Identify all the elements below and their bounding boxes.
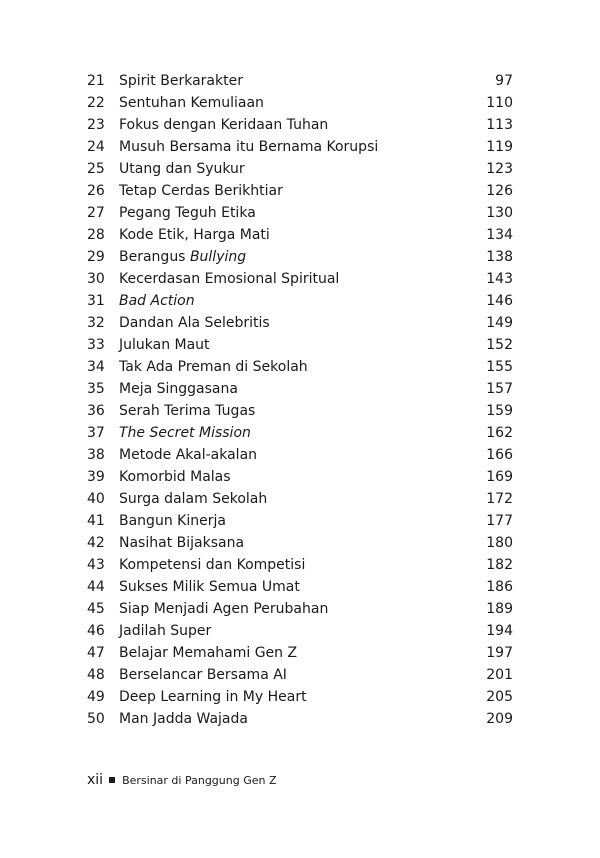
toc-entry[interactable] xyxy=(87,334,513,356)
toc-entry-page: 186 xyxy=(486,579,513,595)
toc-entry-title xyxy=(119,686,473,708)
toc-entry-number: 35 xyxy=(87,381,105,397)
toc-entry-title-text: Man Jadda Wajada xyxy=(119,711,248,727)
toc-entry-page: 169 xyxy=(486,469,513,485)
toc-entry-title xyxy=(119,136,473,158)
toc-entry-number: 41 xyxy=(87,513,105,529)
toc-entry-number: 37 xyxy=(87,425,105,441)
toc-entry[interactable] xyxy=(87,356,513,378)
toc-entry[interactable] xyxy=(87,510,513,532)
toc-entry-title xyxy=(119,378,473,400)
toc-entry[interactable] xyxy=(87,642,513,664)
toc-entry-title-text: Berselancar Bersama AI xyxy=(119,667,287,683)
toc-entry-page: 159 xyxy=(486,403,513,419)
toc-entry-title-text: Kode Etik, Harga Mati xyxy=(119,227,270,243)
toc-entry-title xyxy=(119,576,473,598)
toc-entry-number: 50 xyxy=(87,711,105,727)
toc-entry-title-text: Tetap Cerdas Berikhtiar xyxy=(119,183,283,199)
toc-entry-page: 201 xyxy=(486,667,513,683)
toc-entry-title xyxy=(119,70,473,92)
footer-square-bullet-icon xyxy=(109,777,115,783)
toc-entry-number: 26 xyxy=(87,183,105,199)
toc-entry-number: 34 xyxy=(87,359,105,375)
toc-entry-page: 205 xyxy=(486,689,513,705)
toc-entry[interactable] xyxy=(87,180,513,202)
toc-entry-page: 166 xyxy=(486,447,513,463)
toc-entry-page: 157 xyxy=(486,381,513,397)
toc-entry-page: 146 xyxy=(486,293,513,309)
toc-entry[interactable] xyxy=(87,224,513,246)
toc-entry[interactable] xyxy=(87,598,513,620)
toc-entry[interactable] xyxy=(87,620,513,642)
toc-entry[interactable] xyxy=(87,268,513,290)
toc-entry-page: 134 xyxy=(486,227,513,243)
footer-book-title: Bersinar di Panggung Gen Z xyxy=(122,773,277,787)
table-of-contents xyxy=(87,70,513,730)
toc-entry-title xyxy=(119,444,473,466)
toc-entry-title-text: Spirit Berkarakter xyxy=(119,73,243,89)
toc-entry-number: 49 xyxy=(87,689,105,705)
toc-entry-page: 97 xyxy=(495,73,513,89)
toc-entry-title xyxy=(119,92,473,114)
toc-entry-title xyxy=(119,180,473,202)
toc-entry[interactable] xyxy=(87,664,513,686)
toc-entry-number: 46 xyxy=(87,623,105,639)
toc-entry-title xyxy=(119,510,473,532)
toc-entry-title-text: Deep Learning in My Heart xyxy=(119,689,307,705)
toc-entry-title xyxy=(119,554,473,576)
toc-entry[interactable] xyxy=(87,158,513,180)
toc-entry-title xyxy=(119,466,473,488)
toc-entry-page: 155 xyxy=(486,359,513,375)
page-footer xyxy=(87,772,277,788)
toc-entry-title xyxy=(119,290,473,312)
toc-entry-title-italic: Bad Action xyxy=(119,293,195,309)
toc-entry-title-text: Metode Akal-akalan xyxy=(119,447,258,463)
toc-entry-number: 29 xyxy=(87,249,105,265)
toc-entry-number: 43 xyxy=(87,557,105,573)
toc-entry-title-text: Utang dan Syukur xyxy=(119,161,245,177)
toc-entry-number: 31 xyxy=(87,293,105,309)
toc-entry[interactable] xyxy=(87,576,513,598)
toc-entry-page: 113 xyxy=(486,117,513,133)
toc-entry[interactable] xyxy=(87,708,513,730)
toc-entry-number: 32 xyxy=(87,315,105,331)
toc-entry-page: 152 xyxy=(486,337,513,353)
toc-entry-number: 22 xyxy=(87,95,105,111)
toc-entry-title-text: Pegang Teguh Etika xyxy=(119,205,256,221)
toc-entry-page: 182 xyxy=(486,557,513,573)
toc-entry[interactable] xyxy=(87,312,513,334)
toc-entry-title-text: Sukses Milik Semua Umat xyxy=(119,579,300,595)
toc-entry-title-text: Kecerdasan Emosional Spiritual xyxy=(119,271,340,287)
toc-entry-number: 45 xyxy=(87,601,105,617)
toc-entry-page: 138 xyxy=(486,249,513,265)
toc-entry-title-italic: The Secret Mission xyxy=(119,425,251,441)
toc-entry-title-text: Kompetensi dan Kompetisi xyxy=(119,557,306,573)
toc-entry-page: 123 xyxy=(486,161,513,177)
toc-entry[interactable] xyxy=(87,466,513,488)
toc-entry-number: 39 xyxy=(87,469,105,485)
toc-entry-number: 25 xyxy=(87,161,105,177)
toc-entry[interactable] xyxy=(87,422,513,444)
toc-entry[interactable] xyxy=(87,290,513,312)
toc-entry-title xyxy=(119,422,473,444)
toc-entry-title-text: Julukan Maut xyxy=(119,337,210,353)
toc-entry-number: 21 xyxy=(87,73,105,89)
toc-entry-title xyxy=(119,664,473,686)
toc-entry[interactable] xyxy=(87,686,513,708)
toc-entry-page: 110 xyxy=(486,95,513,111)
toc-entry-title xyxy=(119,268,473,290)
toc-entry-title-text: Bangun Kinerja xyxy=(119,513,226,529)
toc-entry-title-text: Nasihat Bijaksana xyxy=(119,535,245,551)
toc-entry-title xyxy=(119,598,473,620)
toc-entry-number: 40 xyxy=(87,491,105,507)
toc-entry-number: 30 xyxy=(87,271,105,287)
toc-entry-title xyxy=(119,488,473,510)
toc-entry-title-text: Jadilah Super xyxy=(119,623,212,639)
toc-entry-title xyxy=(119,642,473,664)
toc-entry-title-text: Surga dalam Sekolah xyxy=(119,491,268,507)
toc-entry-number: 36 xyxy=(87,403,105,419)
toc-entry-title-text: Berangus xyxy=(119,249,190,265)
toc-entry[interactable] xyxy=(87,92,513,114)
toc-entry-page: 172 xyxy=(486,491,513,507)
toc-entry-page: 197 xyxy=(486,645,513,661)
toc-entry-title-text: Fokus dengan Keridaan Tuhan xyxy=(119,117,329,133)
toc-entry-title xyxy=(119,400,473,422)
toc-entry-page: 130 xyxy=(486,205,513,221)
toc-entry-page: 189 xyxy=(486,601,513,617)
toc-entry[interactable] xyxy=(87,114,513,136)
toc-entry-page: 194 xyxy=(486,623,513,639)
toc-entry-title-text: Komorbid Malas xyxy=(119,469,231,485)
toc-entry[interactable] xyxy=(87,400,513,422)
toc-entry-number: 47 xyxy=(87,645,105,661)
toc-entry-page: 126 xyxy=(486,183,513,199)
toc-entry-title xyxy=(119,334,473,356)
toc-entry-title-text: Meja Singgasana xyxy=(119,381,238,397)
toc-entry-number: 48 xyxy=(87,667,105,683)
toc-entry-title xyxy=(119,708,473,730)
toc-entry-page: 149 xyxy=(486,315,513,331)
toc-entry-number: 33 xyxy=(87,337,105,353)
toc-entry[interactable] xyxy=(87,378,513,400)
footer-page-number: xii xyxy=(87,772,104,788)
toc-entry-title-text: Musuh Bersama itu Bernama Korupsi xyxy=(119,139,379,155)
toc-entry-title-italic: Bullying xyxy=(189,249,247,265)
toc-entry-title xyxy=(119,246,473,268)
toc-entry-title-text: Belajar Memahami Gen Z xyxy=(119,645,298,661)
toc-entry[interactable] xyxy=(87,532,513,554)
toc-entry[interactable] xyxy=(87,202,513,224)
toc-entry-title xyxy=(119,356,473,378)
toc-entry[interactable] xyxy=(87,554,513,576)
toc-entry-title xyxy=(119,158,473,180)
toc-entry-number: 23 xyxy=(87,117,105,133)
toc-entry-number: 44 xyxy=(87,579,105,595)
toc-entry-title-text: Serah Terima Tugas xyxy=(119,403,256,419)
toc-entry-page: 209 xyxy=(486,711,513,727)
toc-entry-title xyxy=(119,620,473,642)
toc-entry[interactable] xyxy=(87,70,513,92)
toc-entry[interactable] xyxy=(87,136,513,158)
toc-entry-title-text: Dandan Ala Selebritis xyxy=(119,315,270,331)
toc-entry-number: 27 xyxy=(87,205,105,221)
toc-entry-number: 38 xyxy=(87,447,105,463)
toc-entry-number: 24 xyxy=(87,139,105,155)
toc-entry-page: 119 xyxy=(486,139,513,155)
toc-entry-title xyxy=(119,532,473,554)
toc-entry-title xyxy=(119,114,473,136)
toc-entry[interactable] xyxy=(87,246,513,268)
toc-entry-title xyxy=(119,224,473,246)
toc-entry-page: 180 xyxy=(486,535,513,551)
toc-entry[interactable] xyxy=(87,444,513,466)
toc-entry-page: 143 xyxy=(486,271,513,287)
toc-entry-number: 42 xyxy=(87,535,105,551)
toc-entry-title-text: Tak Ada Preman di Sekolah xyxy=(119,359,308,375)
toc-entry-page: 162 xyxy=(486,425,513,441)
toc-entry-number: 28 xyxy=(87,227,105,243)
toc-entry-page: 177 xyxy=(486,513,513,529)
toc-entry-title-text: Sentuhan Kemuliaan xyxy=(119,95,264,111)
toc-entry-title xyxy=(119,312,473,334)
toc-entry-title-text: Siap Menjadi Agen Perubahan xyxy=(119,601,329,617)
toc-entry[interactable] xyxy=(87,488,513,510)
toc-entry-title xyxy=(119,202,473,224)
